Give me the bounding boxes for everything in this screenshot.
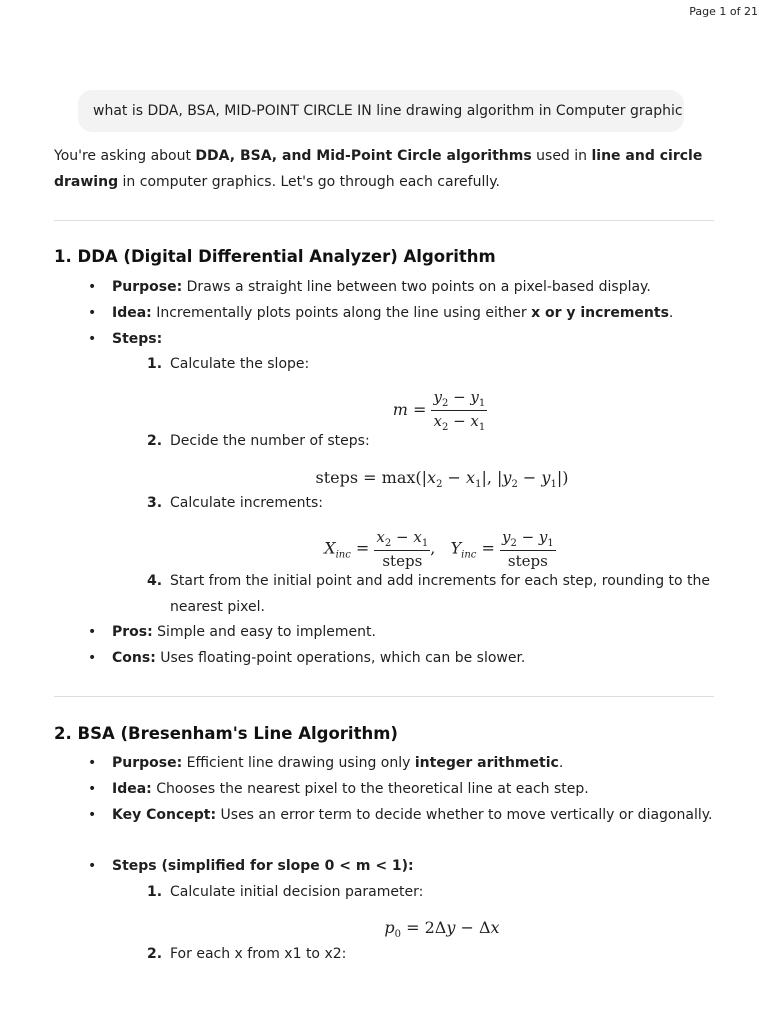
text: Draws a straight line between two points on a pixel-based display.: [182, 279, 651, 295]
bold-text: integer arithmetic: [414, 755, 559, 771]
steps-equation: steps = $\max(|x_2 - x_1|$, $|y_2 - y_1|$): [315, 468, 569, 491]
dda-heading: 1. DDA (Digital Differential Analyzer) Algorithm: [54, 247, 496, 266]
bsa-step-2: [147, 941, 715, 967]
bsa-idea-item: [112, 776, 722, 802]
label: Pros:: [112, 624, 153, 640]
step-number: 2.: [147, 433, 163, 449]
step-text: Decide the number of steps:: [170, 433, 370, 449]
step-number: 3.: [147, 495, 163, 511]
increments-equation: $X_{inc}$ = $\frac{x_2 - x_1}{\text{steps}}$ , $Y_{inc}$ = $\frac{y_2 - y_1}{\text{steps}}$: [324, 528, 554, 570]
intro-bold: line and circle drawing: [54, 148, 703, 190]
intro-text: in computer graphics. Let's go through each carefully.: [118, 174, 500, 190]
text: Uses floating-point operations, which can be slower.: [155, 650, 526, 666]
step-text: Calculate initial decision parameter:: [170, 884, 424, 900]
user-query-bubble: [78, 90, 684, 132]
bsa-step-1: [147, 879, 715, 905]
bsa-key-concept-item: [112, 802, 722, 828]
intro-text: used in: [531, 148, 592, 164]
label: Cons:: [112, 650, 156, 666]
text: .: [668, 305, 674, 321]
dda-cons-item: [112, 645, 722, 671]
step-text: For each x from x1 to x2:: [170, 946, 347, 962]
dda-step-4: [147, 568, 715, 620]
dda-step-1: [147, 351, 715, 377]
label: Idea:: [112, 305, 152, 321]
bsa-heading: 2. BSA (Bresenham's Line Algorithm): [54, 724, 398, 743]
text: Uses an error term to decide whether to move vertically or diagonally.: [216, 807, 713, 823]
decision-parameter-equation: $p_0 = 2\Delta y - \Delta x$: [384, 918, 500, 941]
step-number: 1.: [147, 884, 163, 900]
intro-bold: DDA, BSA, and Mid-Point Circle algorithms: [195, 148, 532, 164]
label: Idea:: [112, 781, 152, 797]
divider: [54, 220, 714, 221]
text: .: [558, 755, 564, 771]
label: Purpose:: [112, 755, 183, 771]
label: Steps (simplified for slope 0 < m < 1):: [112, 858, 414, 874]
text: Chooses the nearest pixel to the theoretical line at each step.: [151, 781, 589, 797]
bold-text: x or y increments: [531, 305, 669, 321]
label: Key Concept:: [112, 807, 217, 823]
dda-step-2: [147, 428, 715, 454]
divider: [54, 696, 714, 697]
step-text: Start from the initial point and add increments for each step, rounding to the nearest pixel.: [170, 573, 711, 615]
text: Efficient line drawing using only: [182, 755, 415, 771]
intro-text: You're asking about: [54, 148, 196, 164]
bsa-steps-item: [112, 853, 722, 879]
slope-equation: m = $\frac{y_2 - y_1}{x_2 - x_1}$: [392, 388, 486, 433]
step-number: 2.: [147, 946, 163, 962]
step-number: 4.: [147, 573, 163, 589]
dda-step-3: [147, 490, 715, 516]
step-text: Calculate the slope:: [170, 356, 310, 372]
step-text: Calculate increments:: [170, 495, 323, 511]
label: Steps:: [112, 331, 163, 347]
step-number: 1.: [147, 356, 163, 372]
text: Incrementally plots points along the line using either: [151, 305, 532, 321]
user-query-text: what is DDA, BSA, MID-POINT CIRCLE IN line drawing algorithm in Computer graphic: [93, 103, 683, 119]
intro-paragraph: [54, 143, 726, 195]
text: Simple and easy to implement.: [152, 624, 376, 640]
dda-idea-item: [112, 300, 722, 326]
label: Purpose:: [112, 279, 183, 295]
dda-purpose-item: [112, 274, 722, 300]
dda-pros-item: [112, 619, 722, 645]
page-number: Page 1 of 21: [689, 5, 758, 18]
dda-steps-item: [112, 326, 722, 352]
bsa-purpose-item: [112, 750, 722, 776]
